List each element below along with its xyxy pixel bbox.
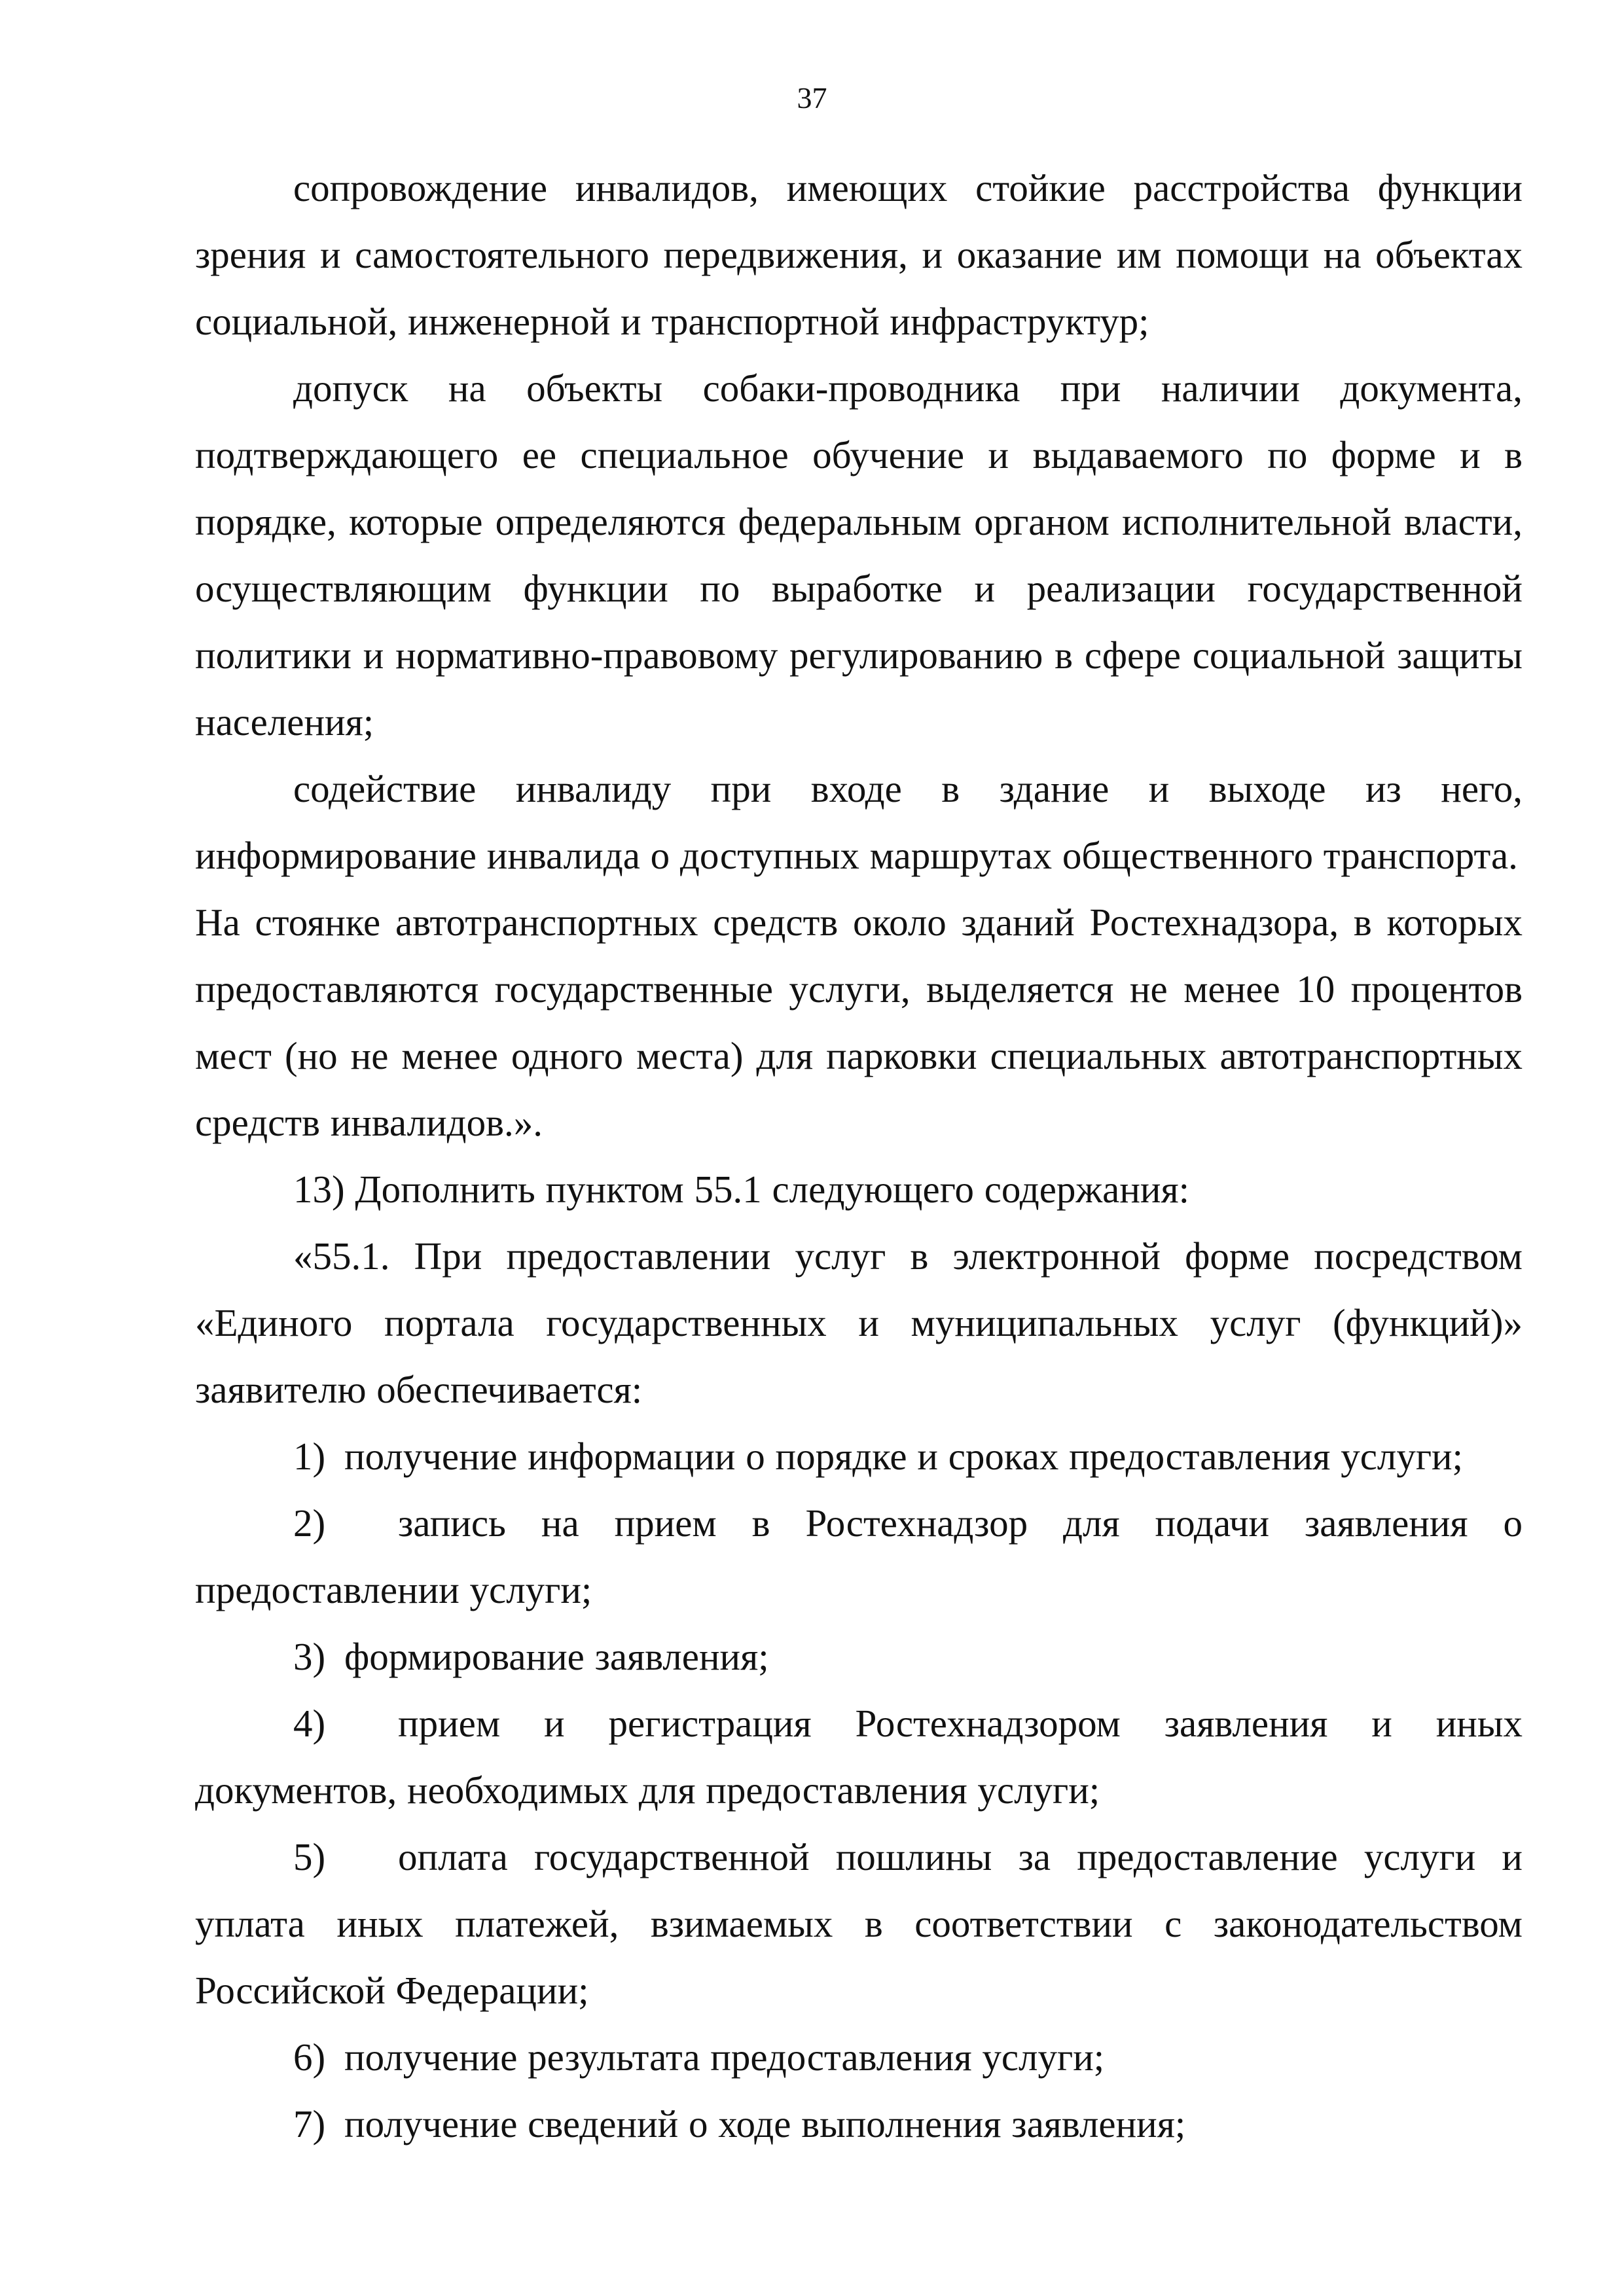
list-item-number: 1) [293,1435,326,1478]
list-item [195,1490,1523,1623]
list-item-text: формирование заявления; [344,1635,769,1678]
list-item [195,1623,1523,1690]
paragraph-55-1: «55.1. При предоставлении услуг в электронной форме посредством «Единого портала государственных и муниципальных услуг (функций)» заявителю обеспечивается: [195,1234,1523,1411]
list-item-text: запись на прием в Ростехнадзор для подачи заявления о предоставлении услуги; [195,1501,1523,1611]
list-item [195,2090,1523,2157]
paragraph-amendment-13: 13) Дополнить пунктом 55.1 следующего содержания: [293,1168,1190,1211]
list-item-number: 4) [293,1702,326,1745]
paragraph-building-assistance: содействие инвалиду при входе в здание и выходе из него, информирование инвалида о доступных маршрутах общественного транспорта. [195,767,1523,877]
document-body [195,154,1523,2157]
paragraph-parking: На стоянке автотранспортных средств около зданий Ростехнадзора, в которых предоставляются государственные услуги, выделяется не менее 10 процентов мест (но не менее одного места) для парковки специальных автотранспортных средств инвалидов.». [195,901,1523,1144]
list-item-text: получение информации о порядке и сроках предоставления услуги; [344,1435,1463,1478]
list-item-number: 2) [293,1501,326,1545]
list-item-text: получение сведений о ходе выполнения заявления; [344,2102,1186,2145]
list-item-number: 6) [293,2036,326,2079]
list-item [195,1423,1523,1490]
list-item-number: 3) [293,1635,326,1678]
list-item-number: 5) [293,1835,326,1878]
paragraph-guide-dog: допуск на объекты собаки-проводника при наличии документа, подтверждающего ее специальное обучение и выдаваемого по форме и в порядке, которые определяются федеральным органом исполнительной власти, осуществляющим функции по выработке и реализации государственной политики и нормативно-правовому регулированию в сфере социальной защиты населения; [195,367,1523,744]
list-item-text: прием и регистрация Ростехнадзором заявления и иных документов, необходимых для предоставления услуги; [195,1702,1523,1812]
list-item [195,2024,1523,2090]
list-item-text: получение результата предоставления услуги; [344,2036,1105,2079]
paragraph-escort-disabled: сопровождение инвалидов, имеющих стойкие расстройства функции зрения и самостоятельного передвижения, и оказание им помощи на объектах социальной, инженерной и транспортной инфраструктур; [195,166,1523,343]
page-number: 37 [797,81,827,115]
list-item [195,1690,1523,1823]
list-item-text: оплата государственной пошлины за предоставление услуги и уплата иных платежей, взимаемых в соответствии с законодательством Российской Федерации; [195,1835,1523,2012]
list-item-number: 7) [293,2102,326,2145]
list-item [195,1823,1523,2024]
